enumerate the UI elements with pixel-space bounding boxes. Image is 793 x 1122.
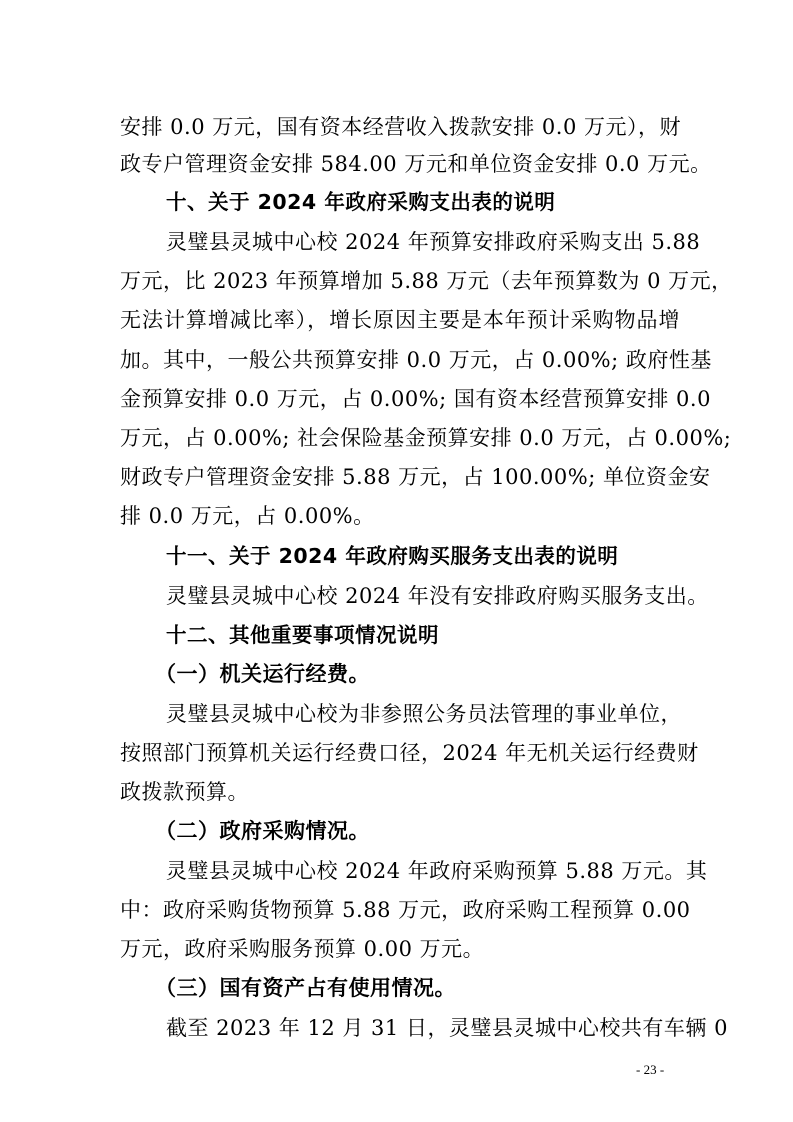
body-text-line: 政专户管理资金安排 584.00 万元和单位资金安排 0.0 万元。 <box>120 152 712 176</box>
subsection-heading-2: （二）政府采购情况。 <box>155 818 370 843</box>
body-text-line: 加。其中，一般公共预算安排 0.0 万元，占 0.00%; 政府性基 <box>120 348 712 372</box>
body-text-line: 无法计算增减比率），增长原因主要是本年预计采购物品增 <box>120 308 680 332</box>
body-text-line: 灵璧县灵城中心校 2024 年政府采购预算 5.88 万元。其 <box>166 859 708 883</box>
body-text-line: 按照部门预算机关运行经费口径，2024 年无机关运行经费财 <box>120 741 699 765</box>
body-text-line: 灵璧县灵城中心校为非参照公务员法管理的事业单位， <box>166 702 682 726</box>
page-number: - 23 - <box>636 1062 665 1077</box>
body-text-line: 排 0.0 万元，占 0.00%。 <box>120 504 375 528</box>
section-heading-10: 十、关于 2024 年政府采购支出表的说明 <box>166 190 556 214</box>
body-text-line: 截至 2023 年 12 月 31 日，灵璧县灵城中心校共有车辆 0 <box>166 1016 728 1040</box>
body-text-line: 政拨款预算。 <box>120 780 249 804</box>
body-text-line: 财政专户管理资金安排 5.88 万元，占 100.00%; 单位资金安 <box>120 465 711 489</box>
body-text-line: 灵璧县灵城中心校 2024 年没有安排政府购买服务支出。 <box>166 584 709 608</box>
body-text-line: 万元，政府采购服务预算 0.00 万元。 <box>120 937 485 961</box>
body-text-line: 中：政府采购货物预算 5.88 万元，政府采购工程预算 0.00 <box>120 898 691 922</box>
body-text-line: 安排 0.0 万元，国有资本经营收入拨款安排 0.0 万元），财 <box>120 115 681 139</box>
body-text-line: 万元，比 2023 年预算增加 5.88 万元（去年预算数为 0 万元， <box>120 269 733 293</box>
body-text-line: 灵璧县灵城中心校 2024 年预算安排政府采购支出 5.88 <box>166 230 701 254</box>
subsection-heading-3: （三）国有资产占有使用情况。 <box>155 975 456 1000</box>
section-heading-12: 十二、其他重要事项情况说明 <box>166 623 439 647</box>
subsection-heading-1: （一）机关运行经费。 <box>155 661 370 686</box>
body-text-line: 金预算安排 0.0 万元，占 0.00%; 国有资本经营预算安排 0.0 <box>120 387 711 411</box>
body-text-line: 万元，占 0.00%; 社会保险基金预算安排 0.0 万元，占 0.00%; <box>120 426 732 450</box>
section-heading-11: 十一、关于 2024 年政府购买服务支出表的说明 <box>166 544 619 568</box>
